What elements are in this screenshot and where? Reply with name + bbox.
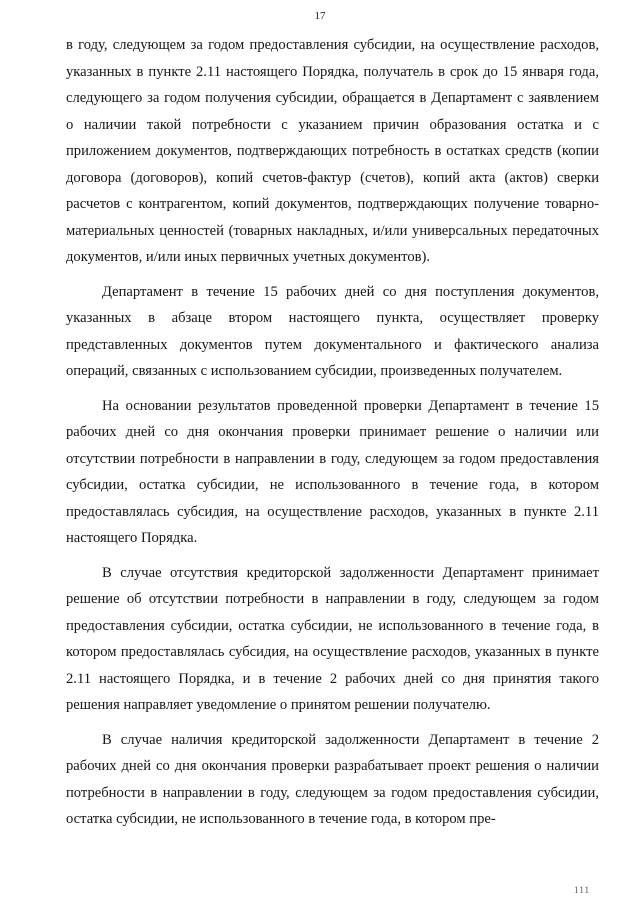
page-number: 17 (314, 10, 326, 22)
paragraph-no-debt: В случае отсутствия кредиторской задолженности Департамент принимает решение об отсутствии потребности в направлении в году, следующем за годом предоставления субсидии, остатка субсидии, не использованного в течение года, в котором предоставлялась субсидия, на осуществление расходов, указанных в пункте 2.11 настоящего Порядка, и в течение 2 рабочих дней со дня принятия такого решения направляет уведомление о принятом решении получателю. (66, 564, 599, 713)
paragraph-with-debt: В случае наличия кредиторской задолженности Департамент в течение 2 рабочих дней со дня окончания проверки разрабатывает проект решения о наличии потребности в направлении в году, следующем за годом предоставления субсидии, остатка субсидии, не использованного в течение года, в котором пре- (66, 731, 599, 827)
corner-mark: 111 (574, 885, 590, 895)
paragraph-department-review: Департамент в течение 15 рабочих дней со дня поступления документов, указанных в абзаце втором настоящего пункта, осуществляет проверку представленных документов путем документального и фактического анализа операций, связанных с использованием субсидии, произведенных получателем. (66, 283, 599, 379)
document-body (66, 32, 599, 833)
paragraph-review-decision: На основании результатов проведенной проверки Департамент в течение 15 рабочих дней со дня окончания проверки принимает решение о наличии или отсутствии потребности в направлении в году, следующем за годом предоставления субсидии, остатка субсидии, не использованного в течение года, в котором предоставлялась субсидия, на осуществление расходов, указанных в пункте 2.11 настоящего Порядка. (66, 397, 599, 546)
paragraph-continuation: в году, следующем за годом предоставления субсидии, на осуществление расходов, указанных в пункте 2.11 настоящего Порядка, получатель в срок до 15 января года, следующего за годом получения субсидии, обращается в Департамент с заявлением о наличии такой потребности с указанием причин образования остатка и с приложением документов, подтверждающих потребность в остатках средств (копии договора (договоров), копий счетов-фактур (счетов), копий акта (актов) сверки расчетов с контрагентом, копий документов, подтверждающих получение товарно-материальных ценностей (товарных накладных, и/или универсальных передаточных документов, и/или иных первичных учетных документов). (66, 37, 599, 265)
